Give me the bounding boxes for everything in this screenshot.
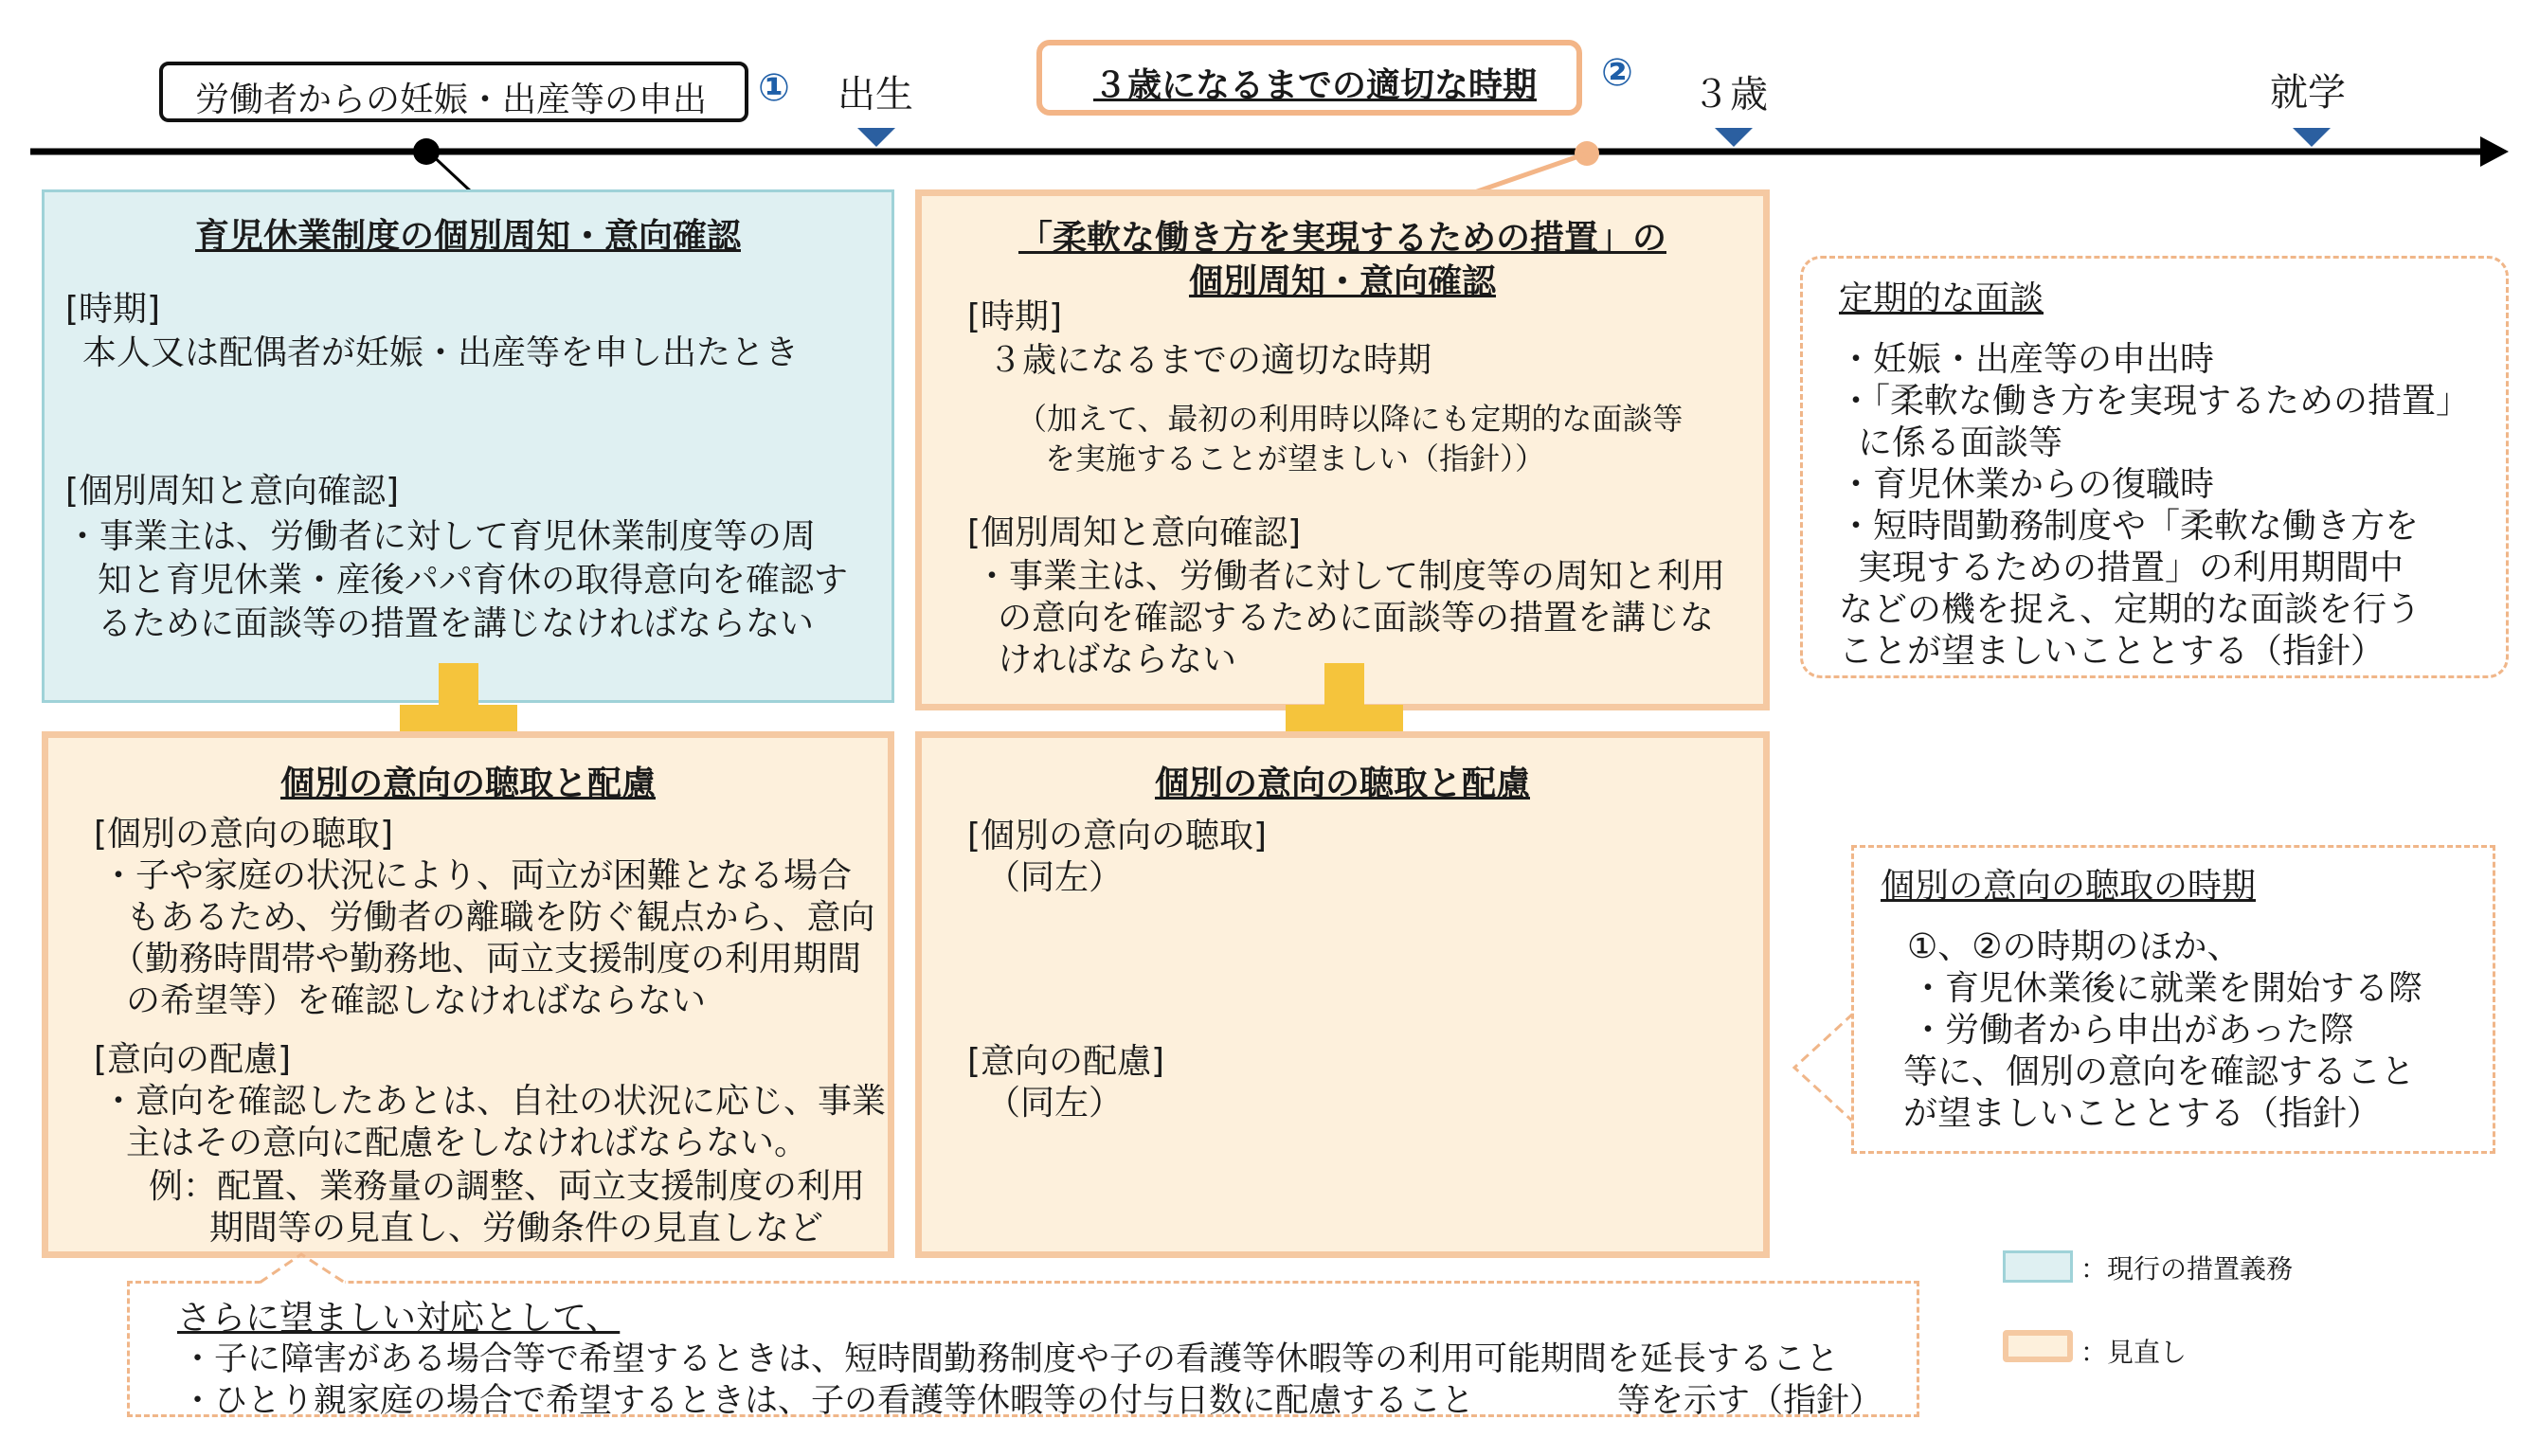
periodic-line2: ・「柔軟な働き方を実現するための措置」 xyxy=(1839,382,2471,421)
flexible-notice-line2: の意向を確認するために面談等の措置を講じな xyxy=(998,599,1715,638)
age3-callout xyxy=(1036,40,1582,116)
notification-callout-tail xyxy=(428,152,472,192)
further-desirable-box xyxy=(127,1281,1919,1420)
flexible-period-text: ３歳になるまでの適切な時期 xyxy=(988,341,1432,380)
childcare-notice-label: [個別周知と意向確認] xyxy=(65,472,400,511)
notification-callout xyxy=(159,62,748,122)
hearing-left-line2: もあるため、労働者の離職を防ぐ観点から、意向 xyxy=(126,898,875,937)
hearing-left-title: 個別の意向の聴取と配慮 xyxy=(279,764,656,803)
legend-current-label: ：現行の措置義務 xyxy=(2080,1253,2294,1285)
further-line1: ・子に障害がある場合等で希望するときは、短時間勤務制度や子の看護等休暇等の利用可能期間を延長すること xyxy=(181,1340,1840,1378)
hearing-timing-title: 個別の意向の聴取の時期 xyxy=(1881,867,2257,906)
childcare-period-text: 本人又は配偶者が妊娠・出産等を申し出たとき xyxy=(82,333,800,372)
birth-label: 出生 xyxy=(837,73,913,117)
consider-right-same: （同左） xyxy=(986,1084,1124,1123)
further-line2-tail: 等を示す（指針） xyxy=(1617,1382,1883,1420)
flexible-notice-label: [個別周知と意向確認] xyxy=(967,513,1302,552)
hearing-left-label: [個別の意向の聴取] xyxy=(94,815,394,854)
periodic-interview-box xyxy=(1800,256,2509,678)
periodic-line4: ・育児休業からの復職時 xyxy=(1839,465,2215,504)
hearing-right-same: （同左） xyxy=(986,858,1124,897)
periodic-line5: ・短時間勤務制度や「柔軟な働き方を xyxy=(1839,507,2420,546)
hearing-left-line1: ・子や家庭の状況により、両立が困難となる場合 xyxy=(101,856,853,895)
periodic-line1: ・妊娠・出産等の申出時 xyxy=(1839,340,2215,379)
flexible-period-note1: （加えて、最初の利用時以降にも定期的な面談等 xyxy=(1017,401,1684,437)
consider-right-label: [意向の配慮] xyxy=(967,1042,1165,1081)
childcare-notice-line3: るために面談等の措置を講じなければならない xyxy=(98,604,815,643)
further-desirable-pointer xyxy=(256,1252,351,1285)
school-tick-icon xyxy=(2293,128,2331,147)
childcare-notice-line2: 知と育児休業・産後パパ育休の取得意向を確認す xyxy=(98,561,849,600)
childcare-notice-title: 育児休業制度の個別周知・意向確認 xyxy=(194,217,741,256)
birth-tick-icon xyxy=(857,128,895,147)
notification-point xyxy=(413,138,440,165)
marker-1: ① xyxy=(758,66,790,110)
further-line2: ・ひとり親家庭の場合で希望するときは、子の看護等休暇等の付与日数に配慮すること xyxy=(181,1382,1475,1420)
timeline-arrowhead xyxy=(2480,136,2509,167)
hearing-timing-line1: ①、②の時期のほか、 xyxy=(1907,927,2242,966)
legend-current-swatch xyxy=(2003,1250,2073,1283)
example-left-line1: 例：配置、業務量の調整、両立支援制度の利用 xyxy=(149,1167,866,1206)
hearing-timing-box xyxy=(1851,845,2495,1154)
hearing-timing-line2: ・育児休業後に就業を開始する際 xyxy=(1911,969,2423,1008)
hearing-right-label: [個別の意向の聴取] xyxy=(967,817,1268,855)
example-left-line2: 期間等の見直し、労働条件の見直しなど xyxy=(209,1209,824,1248)
consider-left-line1: ・意向を確認したあとは、自社の状況に応じ、事業 xyxy=(101,1082,887,1121)
hearing-left-box xyxy=(42,731,894,1258)
hearing-timing-line3: ・労働者から申出があった際 xyxy=(1911,1011,2354,1050)
hearing-left-line4: の希望等）を確認しなければならない xyxy=(126,981,707,1020)
notification-label: 労働者からの妊娠・出産等の申出 xyxy=(195,81,708,119)
hearing-right-box xyxy=(915,731,1770,1258)
hearing-timing-line5: が望ましいこととする（指針） xyxy=(1903,1094,2382,1133)
marker-2: ② xyxy=(1601,51,1633,95)
flexible-notice-title-line1: 「柔軟な働き方を実現するための措置」の xyxy=(1017,219,1666,258)
consider-left-label: [意向の配慮] xyxy=(94,1040,292,1079)
hearing-right-title: 個別の意向の聴取と配慮 xyxy=(1154,764,1530,803)
periodic-line3: に係る面談等 xyxy=(1858,423,2063,462)
flexible-notice-box xyxy=(915,189,1770,710)
childcare-notice-line1: ・事業主は、労働者に対して育児休業制度等の周 xyxy=(65,517,817,556)
flexible-notice-title-line2: 個別周知・意向確認 xyxy=(1188,262,1496,301)
periodic-line7: などの機を捉え、定期的な面談を行う xyxy=(1839,590,2422,629)
periodic-interview-title: 定期的な面談 xyxy=(1839,279,2044,318)
flexible-notice-line3: ければならない xyxy=(998,640,1237,679)
legend-revised-swatch xyxy=(2003,1330,2073,1362)
age3-tick-icon xyxy=(1715,128,1753,147)
school-label: 就学 xyxy=(2270,71,2346,115)
legend-revised-label: ：見直し xyxy=(2080,1337,2188,1368)
childcare-period-label: [時期] xyxy=(65,290,161,329)
age3-callout-label: ３歳になるまでの適切な時期 xyxy=(1093,66,1538,105)
periodic-line6: 実現するための措置」の利用期間中 xyxy=(1858,548,2404,587)
childcare-notice-box xyxy=(42,189,894,703)
flexible-notice-line1: ・事業主は、労働者に対して制度等の周知と利用 xyxy=(975,557,1726,596)
age3-label: ３歳 xyxy=(1692,73,1768,117)
further-title: さらに望ましい対応として、 xyxy=(177,1299,621,1338)
flexible-period-note2: を実施することが望ましい（指針）） xyxy=(1045,440,1546,476)
consider-left-line2: 主はその意向に配慮をしなければならない。 xyxy=(126,1123,809,1162)
hearing-timing-line4: 等に、個別の意向を確認すること xyxy=(1903,1052,2416,1091)
flexible-period-label: [時期] xyxy=(967,297,1063,336)
periodic-line8: ことが望ましいこととする（指針） xyxy=(1839,632,2386,671)
hearing-left-line3: （勤務時間帯や勤務地、両立支援制度の利用期間 xyxy=(111,940,862,979)
hearing-timing-pointer xyxy=(1791,1004,1857,1137)
